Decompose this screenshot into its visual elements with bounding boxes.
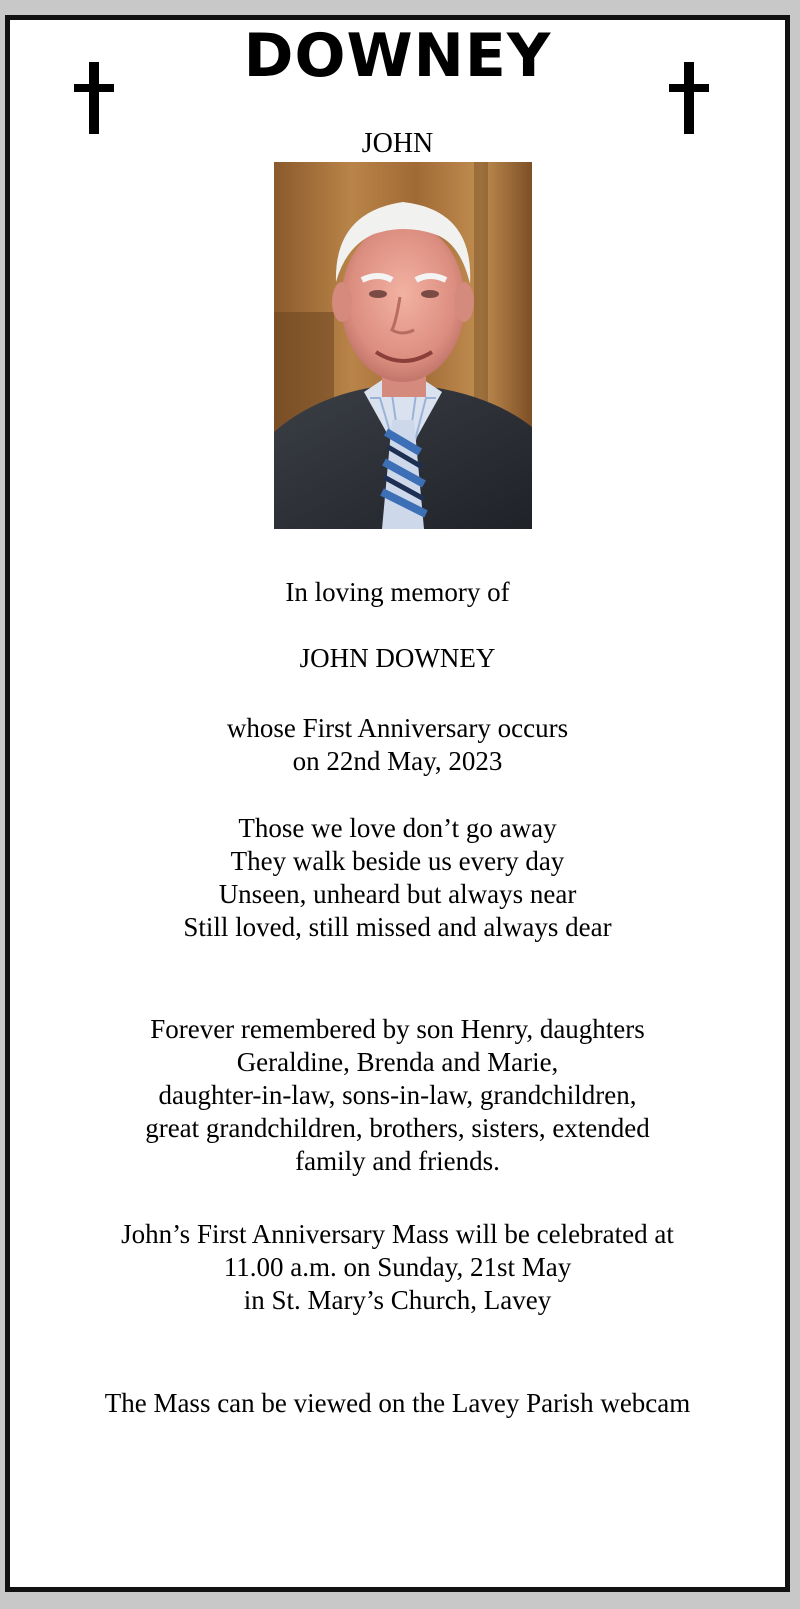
anniversary-statement xyxy=(10,712,785,778)
verse-line: Those we love don’t go away xyxy=(238,813,557,843)
first-name: JOHN xyxy=(361,128,434,159)
family-line: family and friends. xyxy=(295,1146,500,1176)
portrait-photo xyxy=(274,162,532,529)
mass-line: 11.00 a.m. on Sunday, 21st May xyxy=(223,1252,572,1282)
verse-line: Still loved, still missed and always dear xyxy=(183,912,612,942)
anniversary-line: on 22nd May, 2023 xyxy=(292,746,503,776)
mass-line: John’s First Anniversary Mass will be celebrated at xyxy=(121,1219,674,1249)
surname-heading: DOWNEY xyxy=(243,21,552,91)
family-remembrance xyxy=(10,1013,785,1178)
webcam-note: The Mass can be viewed on the Lavey Parish webcam xyxy=(104,1388,691,1418)
family-line: daughter-in-law, sons-in-law, grandchildren, xyxy=(158,1080,637,1110)
verse-line: They walk beside us every day xyxy=(230,846,565,876)
verse-line: Unseen, unheard but always near xyxy=(218,879,577,909)
deceased-full-name: JOHN DOWNEY xyxy=(299,643,496,673)
family-line: Forever remembered by son Henry, daughters xyxy=(150,1014,645,1044)
family-line: Geraldine, Brenda and Marie, xyxy=(236,1047,559,1077)
family-line: great grandchildren, brothers, sisters, extended xyxy=(145,1113,650,1143)
memorial-verse xyxy=(10,812,785,944)
anniversary-line: whose First Anniversary occurs xyxy=(226,713,569,743)
notice-frame xyxy=(5,15,790,1592)
memory-intro: In loving memory of xyxy=(285,577,510,607)
mass-details xyxy=(10,1218,785,1317)
mass-line: in St. Mary’s Church, Lavey xyxy=(243,1285,552,1315)
